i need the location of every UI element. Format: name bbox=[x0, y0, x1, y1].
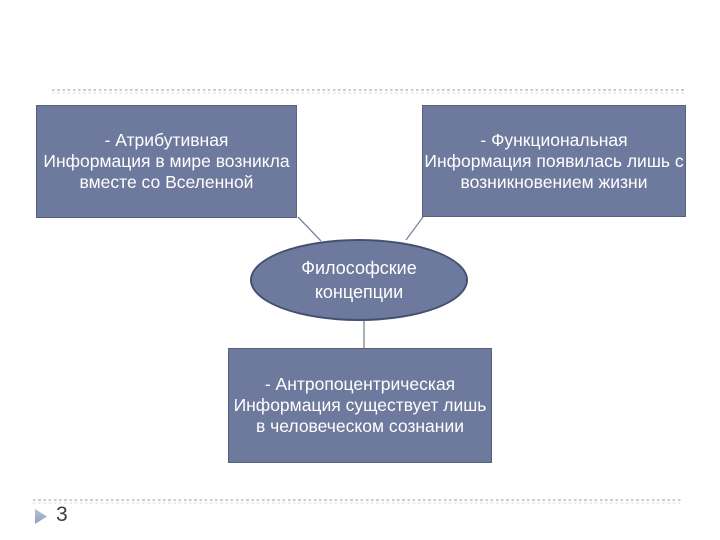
connector-functional-to-ellipse bbox=[406, 217, 423, 240]
anthropocentric-line-2: Информация существует лишь bbox=[233, 395, 487, 415]
bottom-dashed-rule bbox=[33, 499, 682, 501]
attributive-line-1: - Атрибутивная bbox=[104, 130, 229, 150]
philosophical-concepts-ellipse bbox=[250, 239, 468, 321]
anthropocentric-concept-box bbox=[228, 348, 492, 463]
anthropocentric-line-1: - Антропоцентрическая bbox=[264, 374, 456, 394]
functional-line-1: - Функциональная bbox=[480, 129, 628, 150]
attributive-line-2: Информация в мире возникла bbox=[43, 151, 290, 171]
attributive-line-3: вместе со Вселенной bbox=[79, 172, 254, 192]
top-dashed-rule bbox=[52, 89, 684, 91]
anthropocentric-line-3: в человеческом сознании bbox=[255, 416, 465, 436]
connector-attributive-to-ellipse bbox=[298, 217, 321, 241]
page-number: 3 bbox=[56, 503, 68, 526]
attributive-concept-box bbox=[36, 105, 297, 218]
footer-arrow-icon bbox=[35, 509, 47, 524]
functional-line-3: возникновением жизни bbox=[460, 171, 648, 192]
ellipse-line-1: Философские bbox=[301, 258, 417, 278]
ellipse-line-2: концепции bbox=[314, 282, 404, 302]
functional-concept-box bbox=[422, 105, 686, 217]
functional-line-2: Информация появилась лишь с bbox=[424, 150, 684, 171]
